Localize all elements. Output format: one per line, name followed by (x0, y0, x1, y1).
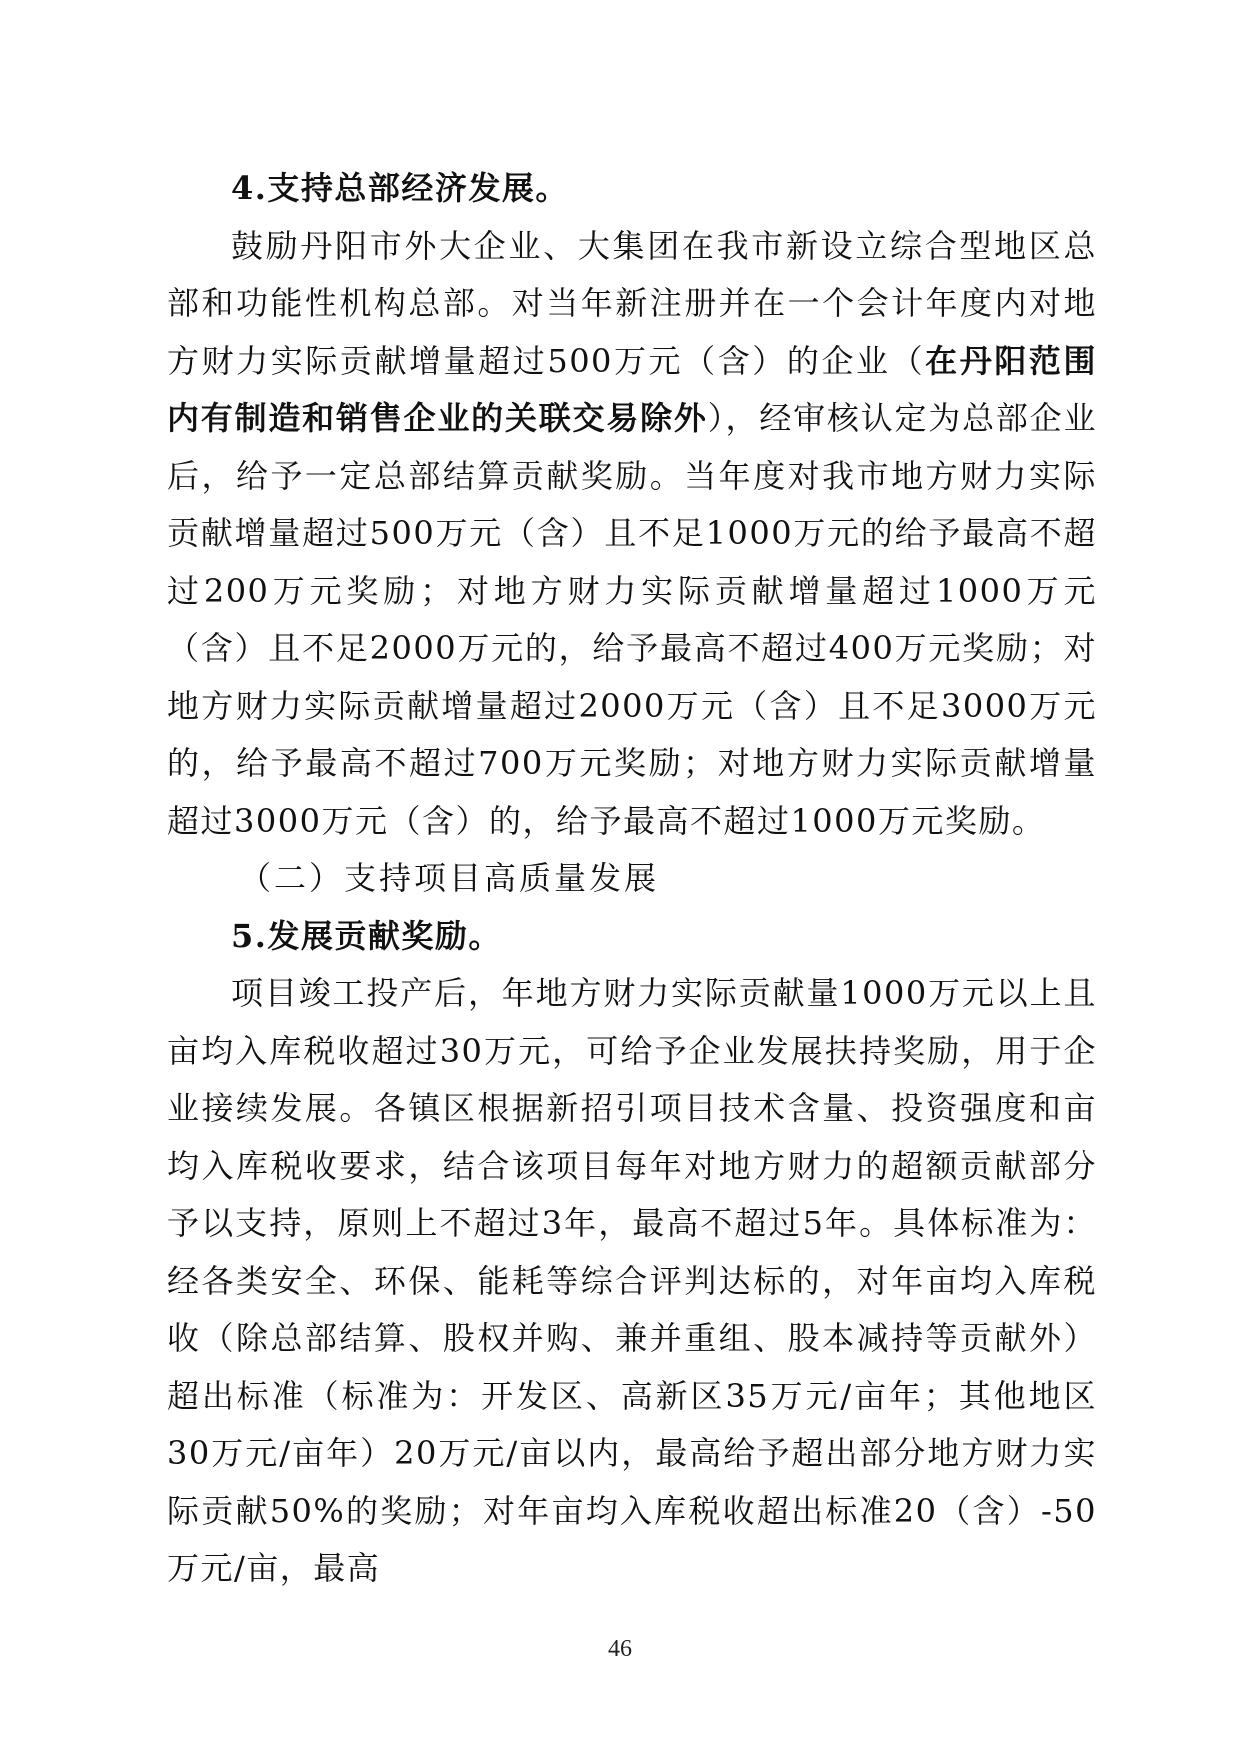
section-4-heading: 4.支持总部经济发展。 (231, 169, 569, 207)
subsection-heading: （二）支持项目高质量发展 (239, 859, 660, 897)
section-5-paragraph: 项目竣工投产后，年地方财力实际贡献量1000万元以上且亩均入库税收超过30万元，可给予企业发展扶持奖励，用于企业接续发展。各镇区根据新招引项目技术含量、投资强度和亩均入库税收要求，结合该项目每年对地方财力的超额贡献部分予以支持，原则上不超过3年，最高不超过5年。具体标准为：经各类安全、环保、能耗等综合评判达标的，对年亩均入库税收（除总部结算、股权并购、兼并重组、股本减持等贡献外）超出标准（标准为：开发区、高新区35万元/亩年；其他地区30万元/亩年）20万元/亩以内，最高给予超出部分地方财力实际贡献50%的奖励；对年亩均入库税收超出标准20（含）-50万元/亩，最高 (167, 974, 1097, 1587)
section-4-paragraph (167, 218, 1097, 851)
section-5-heading: 5.发展贡献奖励。 (231, 916, 502, 955)
page-number: 46 (608, 1636, 632, 1662)
section-4-bold-exception: 在丹阳范围内有制造和销售企业的关联交易除外 (167, 341, 1097, 437)
page-content (167, 160, 1097, 1598)
section-4-text-part2: ），经审核认定为总部企业后，给予一定总部结算贡献奖励。当年度对我市地方财力实际贡献增量超过500万元（含）且不足1000万元的给予最高不超过200万元奖励；对地方财力实际贡献增量超过1000万元（含）且不足2000万元的，给予最高不超过400万元奖励；对地方财力实际贡献增量超过2000万元（含）且不足3000万元的，给予最高不超过700万元奖励；对地方财力实际贡献增量超过3000万元（含）的，给予最高不超过1000万元奖励。 (167, 399, 1097, 840)
section-4-text-part1: 鼓励丹阳市外大企业、大集团在我市新设立综合型地区总部和功能性机构总部。对当年新注册并在一个会计年度内对地方财力实际贡献增量超过500万元（含）的企业（ (167, 226, 1097, 380)
